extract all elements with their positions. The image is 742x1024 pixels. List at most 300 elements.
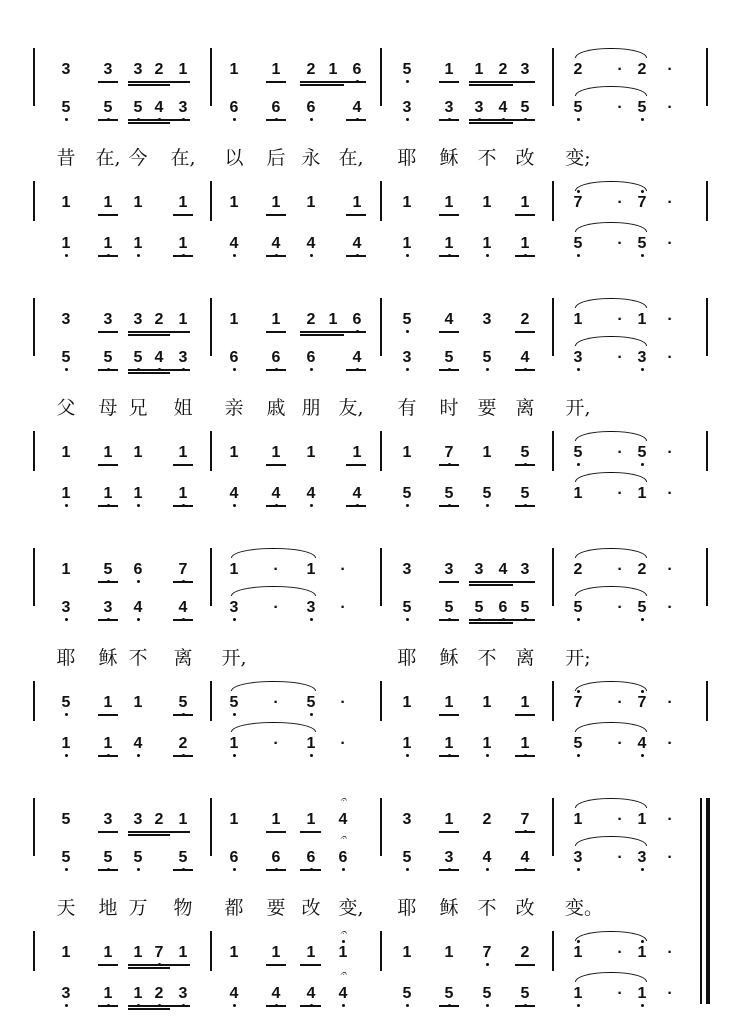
lyric-character: 要 (477, 397, 497, 419)
note: 5 (51, 691, 81, 715)
lyric-character: 离 (173, 647, 193, 669)
note: 1 (51, 482, 81, 506)
note: 6 (342, 308, 372, 332)
lyric-character: 改 (301, 897, 321, 919)
rhythm-underline (469, 584, 513, 586)
note: 1 (103, 694, 113, 711)
note: 1 (328, 311, 338, 328)
note: 1 (123, 982, 153, 1006)
octave-dot-low (65, 868, 68, 871)
rhythm-underline (128, 84, 170, 86)
note: 1 (482, 694, 492, 711)
rhythm-underline (439, 119, 459, 121)
note: 5 (563, 441, 593, 465)
note: 1 (93, 982, 123, 1006)
note: 6 (123, 558, 153, 582)
rhythm-underline (439, 869, 459, 871)
extension-dot: · (617, 694, 623, 711)
note: 3 (563, 346, 593, 370)
lyric-character: 不 (128, 647, 148, 669)
note: 2 (482, 811, 492, 828)
extension-dot: · (667, 694, 673, 711)
note: 1 (627, 982, 657, 1006)
note: 2 (637, 61, 647, 78)
note: 2 (144, 982, 174, 1006)
note: 1 (61, 561, 71, 578)
note: 1 (178, 194, 188, 211)
octave-dot-low (310, 118, 313, 121)
note: 1 (123, 482, 153, 506)
note: 5 (434, 346, 464, 370)
note: 5 (123, 846, 153, 870)
octave-dot-low (406, 1004, 409, 1007)
note: 1 (271, 61, 281, 78)
octave-dot-low (65, 504, 68, 507)
note: 1 (93, 482, 123, 506)
note: 5 (510, 596, 540, 620)
note: 7 (472, 941, 502, 965)
rhythm-underline (300, 1005, 321, 1007)
octave-dot-low (310, 504, 313, 507)
rhythm-underline (266, 831, 286, 833)
note: 5 (627, 232, 657, 256)
lyric-character: 昔 (56, 147, 76, 169)
note: 3 (520, 561, 530, 578)
extension-dot: · (667, 99, 673, 116)
note: 7 (563, 691, 593, 715)
rhythm-underline (266, 81, 286, 83)
note: 1 (306, 194, 316, 211)
note: 1 (178, 811, 188, 828)
note: 5 (51, 346, 81, 370)
rhythm-underline (439, 255, 459, 257)
rhythm-underline (439, 369, 459, 371)
rhythm-underline (98, 619, 118, 621)
note: 1 (328, 61, 338, 78)
rhythm-underline (515, 869, 535, 871)
lyric-character: 在, (95, 147, 121, 169)
extension-dot: · (617, 849, 623, 866)
note: 7 (563, 191, 593, 215)
note: 5 (93, 558, 123, 582)
note: 4 (472, 846, 502, 870)
rhythm-underline (515, 831, 535, 833)
note: 1 (352, 444, 362, 461)
octave-dot-low (310, 754, 313, 757)
tie-arc (575, 222, 647, 232)
rhythm-underline (128, 831, 190, 833)
octave-dot-low (233, 368, 236, 371)
rhythm-underline (98, 369, 118, 371)
extension-dot: · (667, 985, 673, 1002)
note: 4 (261, 482, 291, 506)
lyric-character: 离 (515, 397, 535, 419)
rhythm-underline (98, 464, 118, 466)
extension-dot: · (617, 349, 623, 366)
extension-dot: · (667, 311, 673, 328)
note: 1 (93, 232, 123, 256)
note-row-1 (0, 58, 742, 82)
note: 5 (61, 811, 71, 828)
note: 1 (563, 941, 593, 965)
note: 6 (488, 596, 518, 620)
octave-dot-low (233, 868, 236, 871)
tie-arc (575, 48, 647, 58)
octave-dot-low (137, 618, 140, 621)
note: 4 (296, 232, 326, 256)
note: 4 (168, 596, 198, 620)
note: 5 (434, 982, 464, 1006)
octave-dot-low (342, 868, 345, 871)
extension-dot: · (617, 944, 623, 961)
note: 3 (133, 811, 143, 828)
rhythm-underline (98, 255, 118, 257)
note: 3 (444, 561, 454, 578)
note: 4 (342, 482, 372, 506)
extension-dot: · (617, 735, 623, 752)
note: 4 (219, 232, 249, 256)
octave-dot-low (406, 80, 409, 83)
octave-dot-low (577, 754, 580, 757)
note: 4 (261, 232, 291, 256)
note-row-2 (0, 596, 742, 620)
note: 7 (627, 691, 657, 715)
note: 5 (123, 346, 153, 370)
lyric-character: 母 (98, 397, 118, 419)
note: 5 (392, 58, 422, 82)
note: 1 (306, 811, 316, 828)
octave-dot-low (137, 754, 140, 757)
octave-dot-low (577, 1004, 580, 1007)
score-system-3 (0, 544, 742, 759)
note: 3 (482, 311, 492, 328)
note-row-4 (0, 232, 742, 256)
note: 5 (563, 732, 593, 756)
note: 1 (520, 694, 530, 711)
lyric-character: 不 (477, 897, 497, 919)
octave-dot-low (406, 868, 409, 871)
note: 3 (627, 346, 657, 370)
rhythm-underline (469, 119, 535, 121)
rhythm-underline (128, 967, 170, 969)
note: 1 (474, 61, 484, 78)
note: 4 (144, 96, 174, 120)
rhythm-underline (469, 619, 535, 621)
rhythm-underline (128, 964, 190, 966)
fermata-icon: 𝄐 (339, 927, 347, 939)
note: 4 (219, 982, 249, 1006)
lyric-character: 都 (224, 897, 244, 919)
note: 1 (51, 732, 81, 756)
note: 6 (261, 346, 291, 370)
note: 3 (61, 61, 71, 78)
octave-dot-low (137, 868, 140, 871)
octave-dot-low (641, 463, 644, 466)
extension-dot: · (667, 444, 673, 461)
rhythm-underline (266, 464, 286, 466)
note: 2 (573, 561, 583, 578)
note: 7 (434, 441, 464, 465)
lyric-character: 在, (338, 147, 364, 169)
note: 2 (154, 311, 164, 328)
note: 3 (61, 311, 71, 328)
extension-dot: · (273, 561, 279, 578)
extension-dot: · (667, 811, 673, 828)
rhythm-underline (515, 755, 535, 757)
lyric-character: 变, (338, 897, 364, 919)
lyric-character: 父 (56, 397, 76, 419)
note: 1 (133, 194, 143, 211)
extension-dot: · (273, 694, 279, 711)
lyric-character: 以 (224, 147, 244, 169)
octave-dot-low (137, 504, 140, 507)
rhythm-underline (515, 1005, 535, 1007)
note: 7 (168, 558, 198, 582)
note: 6 (219, 846, 249, 870)
note: 1 (61, 944, 71, 961)
note: 3 (392, 346, 422, 370)
extension-dot: · (617, 235, 623, 252)
lyric-character: 姐 (173, 397, 193, 419)
rhythm-underline (515, 964, 535, 966)
note: 1 (352, 194, 362, 211)
note: 5 (472, 482, 502, 506)
rhythm-underline (98, 755, 118, 757)
note: 2 (306, 61, 316, 78)
octave-dot-low (406, 254, 409, 257)
note: 3 (93, 596, 123, 620)
rhythm-underline (266, 255, 286, 257)
note: 3 (474, 561, 484, 578)
octave-dot-low (137, 580, 140, 583)
note: 5 (472, 346, 502, 370)
rhythm-underline (300, 334, 344, 336)
rhythm-underline (266, 505, 286, 507)
note: 3 (627, 846, 657, 870)
note: 1 (510, 732, 540, 756)
note: 1 (444, 811, 454, 828)
note: 1 (573, 811, 583, 828)
note: 7 (627, 191, 657, 215)
note: 6 (342, 58, 372, 82)
note: 1 (133, 444, 143, 461)
note-row-4 (0, 968, 742, 1006)
rhythm-underline (98, 1005, 118, 1007)
note: 5 (434, 596, 464, 620)
tie-arc (575, 86, 647, 96)
rhythm-underline (346, 119, 366, 121)
note-row-3 (0, 927, 742, 965)
rhythm-underline (266, 119, 286, 121)
tie-arc (575, 548, 647, 558)
octave-dot-low (577, 868, 580, 871)
note: 3 (434, 846, 464, 870)
rhythm-underline (98, 119, 118, 121)
octave-dot-low (233, 618, 236, 621)
note: 2 (154, 811, 164, 828)
octave-dot-low (233, 754, 236, 757)
note: 1 (229, 311, 239, 328)
octave-dot-low (577, 618, 580, 621)
octave-dot-low (65, 368, 68, 371)
note: 5 (93, 846, 123, 870)
note: 1 (444, 194, 454, 211)
note: 5 (392, 982, 422, 1006)
lyric-character: 地 (98, 897, 118, 919)
extension-dot: · (667, 194, 673, 211)
note: 3 (520, 61, 530, 78)
note: 3 (51, 596, 81, 620)
note: 4 (144, 346, 174, 370)
note: 1 (229, 194, 239, 211)
note: 1 𝄐 (338, 927, 348, 961)
note: 5 (627, 596, 657, 620)
note: 4 𝄐 (328, 982, 358, 1006)
extension-dot: · (667, 849, 673, 866)
note: 6 (261, 846, 291, 870)
extension-dot: · (617, 444, 623, 461)
octave-dot-low (406, 504, 409, 507)
octave-dot-low (486, 504, 489, 507)
rhythm-underline (439, 1005, 459, 1007)
extension-dot: · (667, 599, 673, 616)
note: 1 (271, 311, 281, 328)
note: 4 (123, 732, 153, 756)
rhythm-underline (300, 831, 321, 833)
extension-dot: · (667, 561, 673, 578)
extension-dot: · (667, 735, 673, 752)
note: 2 (306, 311, 316, 328)
lyric-character: 有 (397, 397, 417, 419)
rhythm-underline (515, 255, 535, 257)
rhythm-underline (128, 369, 190, 371)
octave-dot-low (65, 1004, 68, 1007)
rhythm-underline (266, 1005, 286, 1007)
lyric-character: 要 (266, 897, 286, 919)
octave-dot-low (641, 618, 644, 621)
extension-dot: · (617, 61, 623, 78)
extension-dot: · (617, 194, 623, 211)
note: 1 (229, 944, 239, 961)
note: 3 (103, 811, 113, 828)
note: 5 (168, 846, 198, 870)
rhythm-underline (173, 755, 193, 757)
lyric-character: 亲 (224, 397, 244, 419)
note: 1 (178, 444, 188, 461)
note: 1 (444, 61, 454, 78)
lyric-character: 万 (128, 897, 148, 919)
note: 1 (306, 944, 316, 961)
rhythm-underline (469, 84, 513, 86)
rhythm-underline (266, 214, 286, 216)
note-row-1 (0, 558, 742, 582)
tie-arc (575, 181, 647, 191)
rhythm-underline (300, 331, 366, 333)
lyric-character: 改 (515, 147, 535, 169)
note: 1 (392, 732, 422, 756)
octave-dot-low (641, 754, 644, 757)
note: 3 (51, 982, 81, 1006)
octave-dot-low (577, 118, 580, 121)
note: 2 (168, 732, 198, 756)
rhythm-underline (439, 214, 459, 216)
rhythm-underline (98, 869, 118, 871)
note-row-4 (0, 732, 742, 756)
tie-arc (575, 336, 647, 346)
octave-dot-low (406, 368, 409, 371)
tie-arc (575, 931, 647, 941)
octave-dot-low (233, 1004, 236, 1007)
lyric-character: 耶 (397, 897, 417, 919)
note: 6 𝄐 (328, 846, 358, 870)
octave-dot-low (486, 868, 489, 871)
tie-arc (575, 972, 647, 982)
note-row-2 (0, 96, 742, 120)
rhythm-underline (98, 714, 118, 716)
rhythm-underline (439, 619, 459, 621)
note: 5 (168, 691, 198, 715)
lyric-character: 友, (338, 397, 364, 419)
octave-dot-low (641, 1004, 644, 1007)
rhythm-underline (346, 255, 366, 257)
note: 5 (392, 846, 422, 870)
note: 1 (103, 944, 113, 961)
note-row-3 (0, 191, 742, 215)
score-system-2 (0, 294, 742, 509)
note: 6 (261, 96, 291, 120)
note: 1 (402, 694, 412, 711)
octave-dot-high (342, 940, 345, 943)
rhythm-underline (300, 84, 344, 86)
note: 5 (392, 308, 422, 332)
rhythm-underline (439, 831, 459, 833)
note: 1 (168, 232, 198, 256)
note-row-2 (0, 346, 742, 370)
note: 5 (627, 441, 657, 465)
extension-dot: · (617, 985, 623, 1002)
octave-dot-low (486, 963, 489, 966)
note: 5 (93, 96, 123, 120)
note: 6 (296, 846, 326, 870)
octave-dot-low (65, 713, 68, 716)
lyric-character: 兄 (128, 397, 148, 419)
rhythm-underline (173, 255, 193, 257)
octave-dot-low (577, 254, 580, 257)
note: 1 (123, 232, 153, 256)
note: 1 (229, 811, 239, 828)
octave-dot-low (486, 1004, 489, 1007)
extension-dot: · (667, 944, 673, 961)
rhythm-underline (128, 1008, 170, 1010)
rhythm-underline (266, 869, 286, 871)
fermata-icon: 𝄐 (339, 832, 347, 844)
note: 1 (444, 944, 454, 961)
lyric-character: 天 (56, 897, 76, 919)
extension-dot: · (273, 599, 279, 616)
extension-dot: · (340, 735, 346, 752)
note: 1 (229, 444, 239, 461)
note: 1 (434, 232, 464, 256)
note: 5 (434, 482, 464, 506)
rhythm-underline (515, 331, 535, 333)
lyric-character: 在, (170, 147, 196, 169)
extension-dot: · (273, 735, 279, 752)
rhythm-underline (346, 505, 366, 507)
lyric-character: 变; (565, 147, 591, 169)
rhythm-underline (98, 505, 118, 507)
rhythm-underline (469, 81, 535, 83)
rhythm-underline (173, 464, 193, 466)
